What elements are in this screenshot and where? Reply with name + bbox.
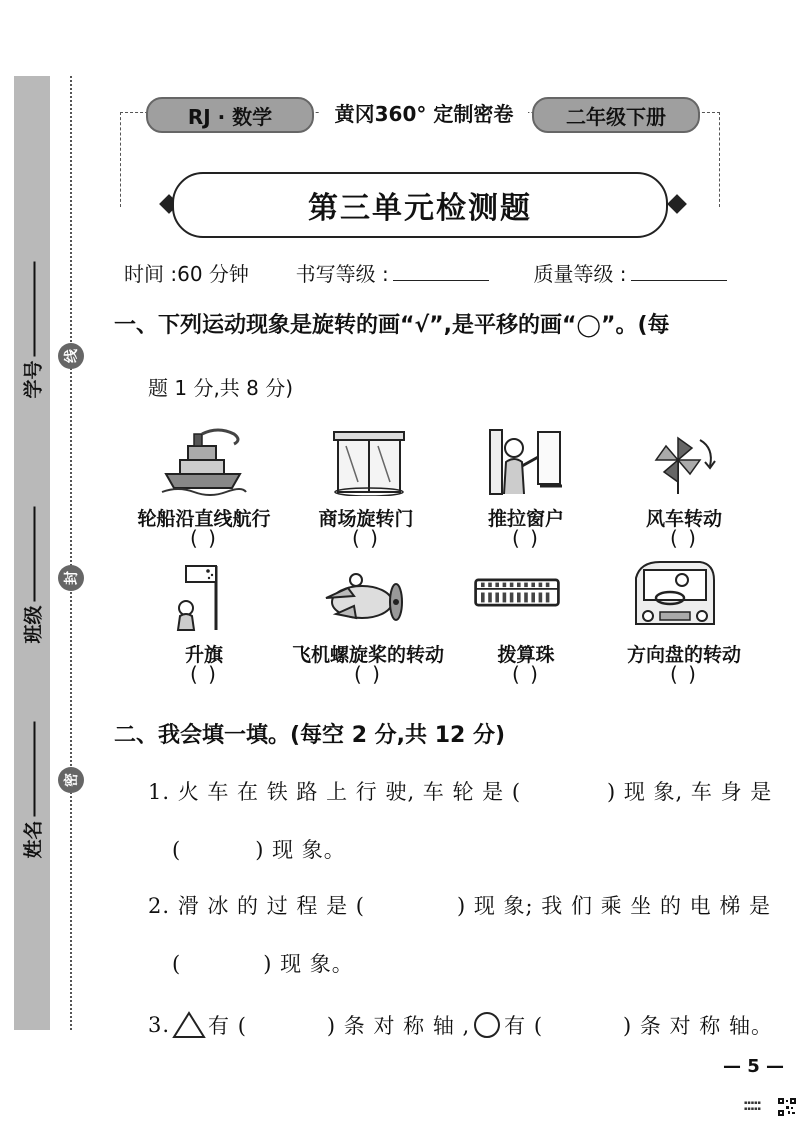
sliding-window-icon bbox=[480, 426, 570, 496]
student-id-field[interactable] bbox=[19, 261, 46, 398]
page-title: 第三单元检测题 bbox=[308, 191, 532, 226]
question-2-line1 bbox=[148, 890, 771, 920]
item7-answer-blank[interactable]: ( ) bbox=[512, 662, 540, 686]
item1-label: 轮船沿直线航行 bbox=[137, 508, 271, 530]
writing-grade-blank[interactable] bbox=[393, 280, 489, 281]
item2-label: 商场旋转门 bbox=[318, 508, 414, 530]
ship-icon bbox=[158, 426, 248, 496]
question-1-line1 bbox=[148, 776, 772, 806]
q2-text-b: ) 现 象; 我 们 乘 坐 的 电 梯 是 bbox=[456, 894, 771, 918]
q2-text-c: ( bbox=[172, 952, 182, 976]
q1-text-d: ) 现 象。 bbox=[255, 838, 346, 862]
item3-answer-blank[interactable]: ( ) bbox=[512, 526, 540, 550]
item8-label: 方向盘的转动 bbox=[626, 644, 742, 666]
series-name: 黄冈360° 定制密卷 bbox=[320, 99, 528, 129]
subject-pill: RJ · 数学 bbox=[146, 97, 314, 133]
qr-code-icon bbox=[778, 1098, 796, 1116]
seal-xian-badge: 线 bbox=[58, 343, 84, 369]
grade-pill: 二年级下册 bbox=[532, 97, 700, 133]
seal-feng-badge: 封 bbox=[58, 565, 84, 591]
item6-label: 飞机螺旋桨的转动 bbox=[291, 644, 445, 666]
q1-text-c: ( bbox=[172, 838, 182, 862]
item4-label: 风车转动 bbox=[645, 508, 723, 530]
item4-answer-blank[interactable]: ( ) bbox=[670, 526, 698, 550]
name-field[interactable] bbox=[19, 721, 46, 858]
revolving-door-icon bbox=[324, 426, 414, 496]
writing-grade-label: 书写等级 : bbox=[295, 262, 389, 286]
time-label: 时间 :60 分钟 bbox=[124, 262, 249, 286]
flag-raising-icon bbox=[158, 562, 248, 632]
quality-grade-blank[interactable] bbox=[631, 280, 727, 281]
q3-text-e: ) 条 对 称 轴。 bbox=[623, 1014, 773, 1038]
info-row bbox=[124, 258, 731, 287]
quality-grade-label: 质量等级 : bbox=[533, 262, 627, 286]
question-1-line2 bbox=[172, 834, 346, 864]
class-label: 班级 bbox=[22, 605, 45, 644]
binding-dotted-line bbox=[70, 76, 72, 1030]
q1-text-b: ) 现 象, 车 身 是 bbox=[607, 780, 773, 804]
q1-text-a: 1. 火 车 在 铁 路 上 行 驶, 车 轮 是 ( bbox=[148, 780, 522, 804]
q2-text-d: ) 现 象。 bbox=[263, 952, 354, 976]
section2-title: 二、我会填一填。(每空 2 分,共 12 分) bbox=[114, 723, 506, 748]
q3-text-d: 有 ( bbox=[504, 1014, 544, 1038]
q2-text-a: 2. 滑 冰 的 过 程 是 ( bbox=[148, 894, 365, 918]
q3-text-a: 3. bbox=[148, 1013, 171, 1037]
page-number: — 5 — bbox=[722, 1056, 784, 1077]
item3-label: 推拉窗户 bbox=[487, 508, 565, 530]
airplane-propeller-icon bbox=[320, 562, 410, 632]
steering-wheel-icon bbox=[630, 560, 720, 630]
student-id-label: 学号 bbox=[22, 360, 45, 399]
item6-answer-blank[interactable]: ( ) bbox=[354, 662, 382, 686]
item7-label: 拨算珠 bbox=[497, 644, 555, 666]
pinwheel-icon bbox=[638, 426, 728, 496]
class-field[interactable] bbox=[19, 506, 46, 643]
triangle-icon bbox=[172, 1011, 206, 1039]
item8-answer-blank[interactable]: ( ) bbox=[670, 662, 698, 686]
q3-text-c: ) 条 对 称 轴 , bbox=[326, 1014, 471, 1038]
section1-title-cont: 题 1 分,共 8 分) bbox=[148, 376, 294, 400]
qr-caption-decoration: ▪▪▪▪▪ ▪▪▪▪▪ bbox=[744, 1100, 761, 1112]
circle-icon bbox=[472, 1010, 502, 1040]
name-label: 姓名 bbox=[22, 820, 45, 859]
question-3-line bbox=[148, 1010, 773, 1040]
item1-answer-blank[interactable]: ( ) bbox=[190, 526, 218, 550]
item2-answer-blank[interactable]: ( ) bbox=[352, 526, 380, 550]
abacus-icon bbox=[472, 562, 562, 632]
item5-label: 升旗 bbox=[184, 644, 224, 666]
item5-answer-blank[interactable]: ( ) bbox=[190, 662, 218, 686]
question-2-line2 bbox=[172, 948, 354, 978]
seal-mi-badge: 密 bbox=[58, 767, 84, 793]
section1-title: 一、下列运动现象是旋转的画“√”,是平移的画“◯”。(每 bbox=[114, 313, 670, 338]
q3-text-b: 有 ( bbox=[208, 1014, 247, 1038]
